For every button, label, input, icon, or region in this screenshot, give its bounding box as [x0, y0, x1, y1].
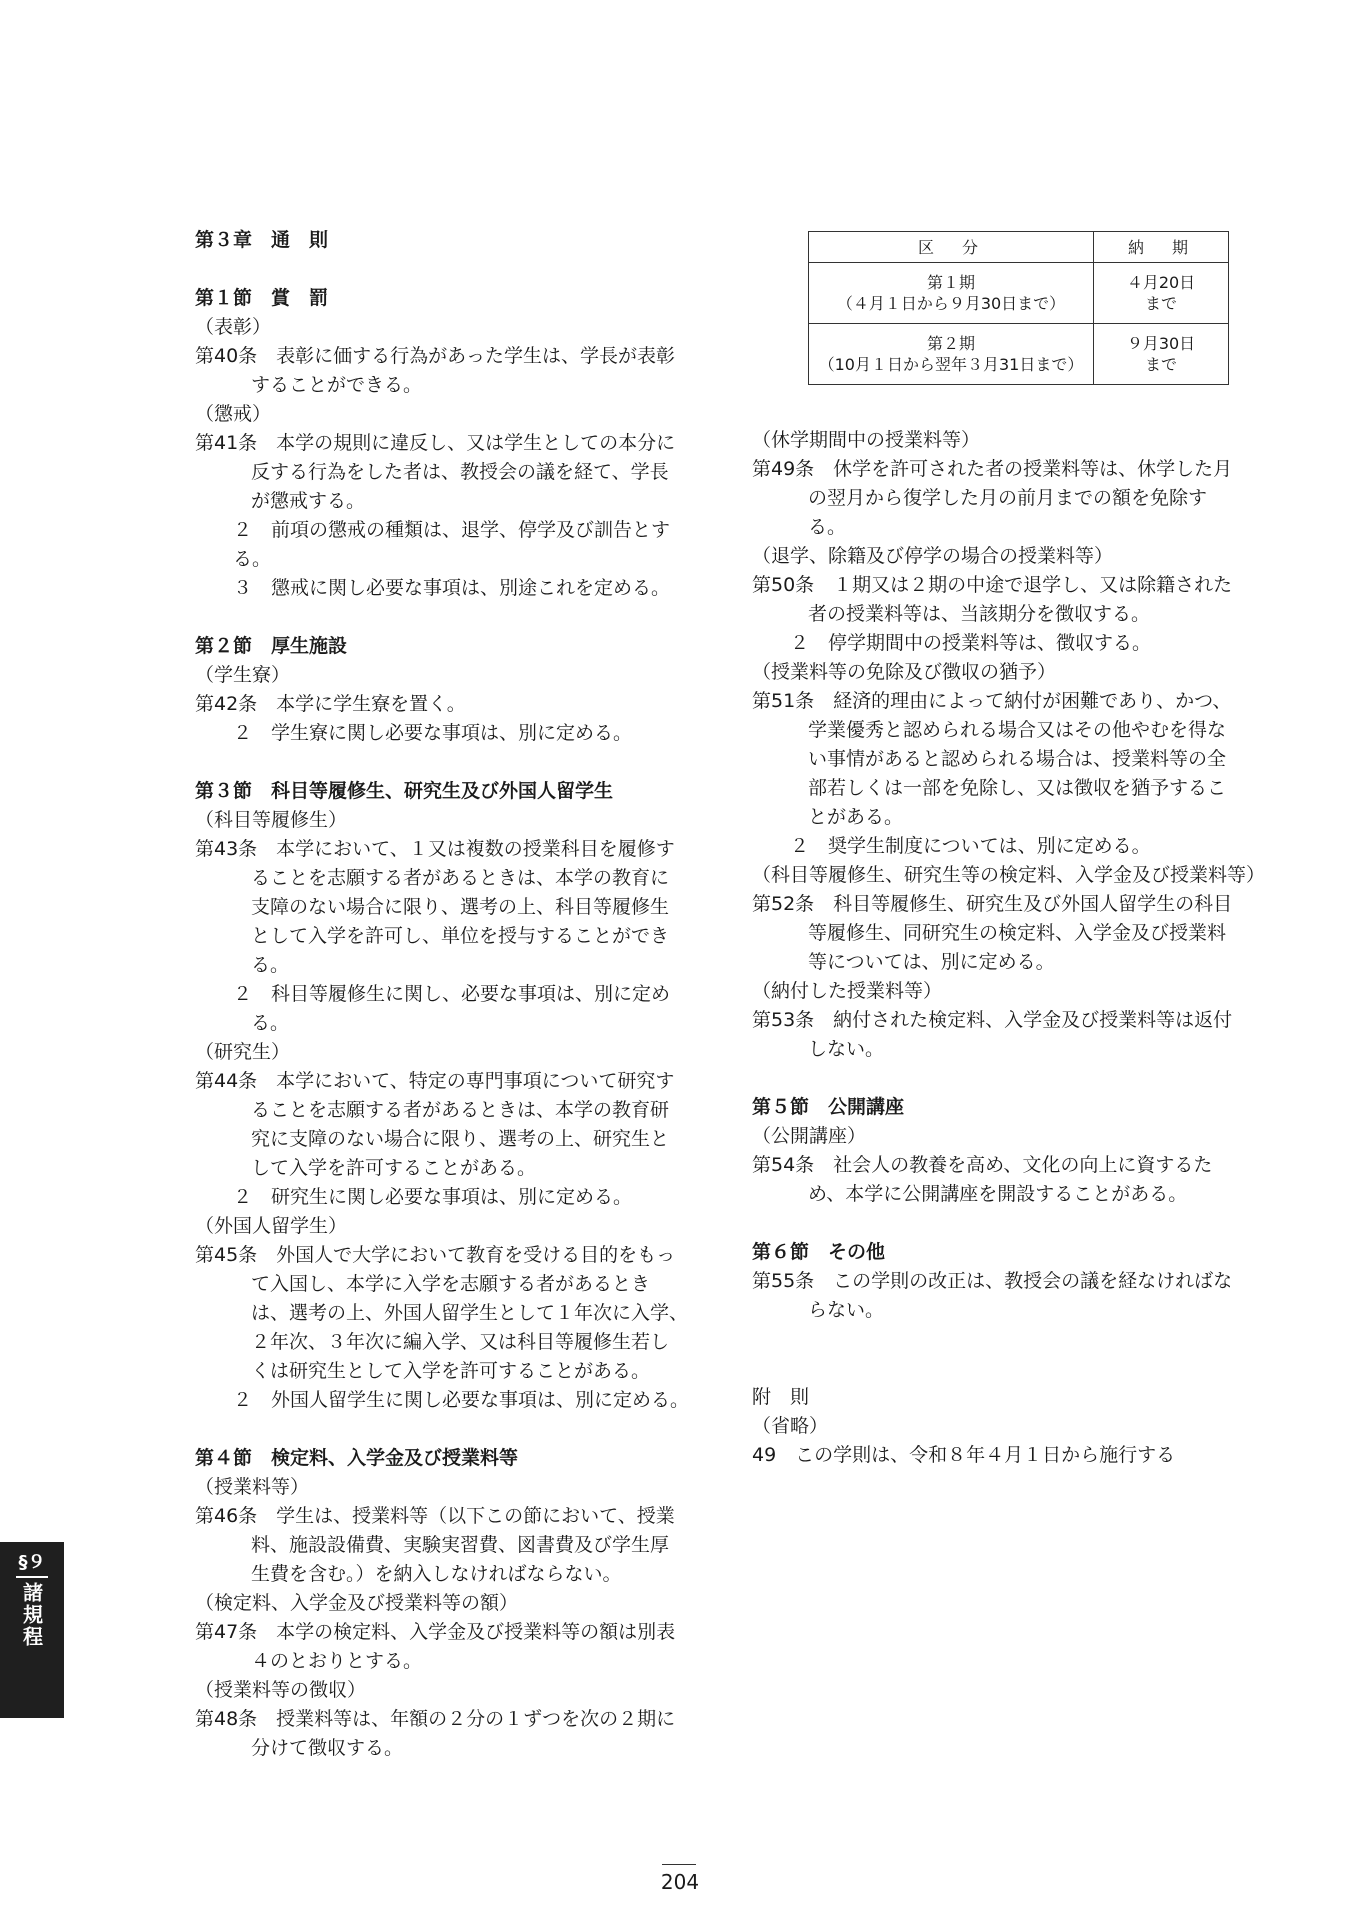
text-line: 等履修生、同研究生の検定料、入学金及び授業料 — [808, 922, 1227, 944]
text-line: が懲戒する。 — [251, 490, 366, 512]
text-line: （納付した授業料等） — [752, 980, 943, 1002]
period-label: 第１期 — [926, 273, 975, 292]
text-line: 第55条 この学則の改正は、教授会の議を経なければな — [752, 1270, 1233, 1292]
spacer — [195, 603, 685, 632]
section-heading: 第６節 その他 — [752, 1241, 886, 1263]
tab-divider — [16, 1576, 48, 1578]
text-line: とがある。 — [808, 806, 904, 828]
text-line: 49 この学則は、令和８年４月１日から施行する — [752, 1444, 1176, 1466]
text-line: ２ 科目等履修生に関し、必要な事項は、別に定め — [233, 983, 671, 1005]
text-line: 第40条 表彰に価する行為があった学生は、学長が表彰 — [195, 345, 675, 367]
text-line: 第52条 科目等履修生、研究生及び外国人留学生の科目 — [752, 893, 1233, 915]
text-line: らない。 — [808, 1299, 885, 1321]
table-header-row — [809, 232, 1229, 263]
text-line: て入国し、本学に入学を志願する者があるとき — [251, 1273, 651, 1295]
due-note: まで — [1144, 294, 1177, 313]
text-line: 第49条 休学を許可された者の授業料等は、休学した月 — [752, 458, 1233, 480]
text-line: 第54条 社会人の教養を高め、文化の向上に資するた — [752, 1154, 1213, 1176]
text-line: 第44条 本学において、特定の専門事項について研究す — [195, 1070, 675, 1092]
text-line: しない。 — [808, 1038, 885, 1060]
text-line: （公開講座） — [752, 1125, 867, 1147]
right-column — [752, 426, 1266, 1470]
period-range: （10月１日から翌年３月31日まで） — [818, 355, 1084, 374]
table-row — [809, 263, 1229, 324]
text-line: る。 — [808, 516, 847, 538]
text-line: ４のとおりとする。 — [251, 1650, 423, 1672]
table-row — [809, 324, 1229, 385]
spacer — [752, 1354, 1242, 1383]
text-line: （検定料、入学金及び授業料等の額） — [195, 1592, 519, 1614]
header-category: 区 分 — [809, 232, 1094, 263]
text-line: る。 — [251, 954, 290, 976]
period-cell — [809, 324, 1094, 385]
section-number: §９ — [18, 1552, 46, 1573]
text-line: くは研究生として入学を許可することがある。 — [251, 1360, 651, 1382]
text-line: 第43条 本学において、１又は複数の授業科目を履修す — [195, 838, 675, 860]
text-line: （省略） — [752, 1415, 829, 1437]
period-range: （４月１日から９月30日まで） — [836, 294, 1066, 313]
header-due-date: 納 期 — [1094, 232, 1229, 263]
text-line: 第47条 本学の検定料、入学金及び授業料等の額は別表 — [195, 1621, 676, 1643]
due-cell — [1094, 263, 1229, 324]
text-line: 反する行為をした者は、教授会の議を経て、学長 — [251, 461, 669, 483]
text-line: 支障のない場合に限り、選考の上、科目等履修生 — [251, 896, 670, 918]
section-heading: 第５節 公開講座 — [752, 1096, 905, 1118]
text-line: ２ 外国人留学生に関し必要な事項は、別に定める。 — [233, 1389, 690, 1411]
text-line: 第51条 経済的理由によって納付が困難であり、かつ、 — [752, 690, 1232, 712]
text-line: ることを志願する者があるときは、本学の教育に — [251, 867, 670, 889]
due-date: ９月30日 — [1126, 334, 1196, 353]
text-line: （科目等履修生） — [195, 809, 348, 831]
text-line: め、本学に公開講座を開設することがある。 — [808, 1183, 1188, 1205]
text-line: 等については、別に定める。 — [808, 951, 1055, 973]
text-line: 第45条 外国人で大学において教育を受ける目的をもっ — [195, 1244, 676, 1266]
section-category: 諸規程 — [19, 1581, 44, 1648]
text-line: 第41条 本学の規則に違反し、又は学生としての本分に — [195, 432, 676, 454]
spacer — [195, 1415, 685, 1444]
text-line: の翌月から復学した月の前月までの額を免除す — [808, 487, 1208, 509]
section-side-tab — [0, 1542, 64, 1718]
left-column — [195, 226, 690, 1763]
text-line: （退学、除籍及び停学の場合の授業料等） — [752, 545, 1114, 567]
text-line: （授業料等の免除及び徴収の猶予） — [752, 661, 1057, 683]
text-line: 学業優秀と認められる場合又はその他やむを得な — [808, 719, 1227, 741]
text-line: して入学を許可することがある。 — [251, 1157, 537, 1179]
text-line: ２ 奨学生制度については、別に定める。 — [790, 835, 1151, 857]
text-line: （外国人留学生） — [195, 1215, 348, 1237]
spacer — [195, 255, 685, 284]
footer-divider — [662, 1864, 696, 1865]
due-note: まで — [1144, 355, 1177, 374]
text-line: （授業料等の徴収） — [195, 1679, 367, 1701]
text-line: る。 — [251, 1012, 290, 1034]
spacer — [752, 1209, 1242, 1238]
spacer — [195, 748, 685, 777]
section-heading: 第１節 賞 罰 — [195, 287, 329, 309]
text-line: することができる。 — [251, 374, 423, 396]
spacer — [752, 1064, 1242, 1093]
text-line: （研究生） — [195, 1041, 291, 1063]
due-cell — [1094, 324, 1229, 385]
text-line: 者の授業料等は、当該期分を徴収する。 — [808, 603, 1151, 625]
text-line: （授業料等） — [195, 1476, 310, 1498]
section-heading: 第２節 厚生施設 — [195, 635, 348, 657]
text-line: 第50条 １期又は２期の中途で退学し、又は除籍された — [752, 574, 1233, 596]
period-label: 第２期 — [926, 334, 975, 353]
text-line: ることを志願する者があるときは、本学の教育研 — [251, 1099, 670, 1121]
page-number: 204 — [660, 1870, 700, 1894]
text-line: ２ 研究生に関し必要な事項は、別に定める。 — [233, 1186, 633, 1208]
text-line: 第48条 授業料等は、年額の２分の１ずつを次の２期に — [195, 1708, 676, 1730]
text-line: は、選考の上、外国人留学生として１年次に入学、 — [251, 1302, 689, 1324]
text-line: （学生寮） — [195, 664, 291, 686]
fee-schedule-table — [808, 231, 1229, 385]
text-line: 部若しくは一部を免除し、又は徴収を猶予するこ — [808, 777, 1227, 799]
text-line: （懲戒） — [195, 403, 272, 425]
spacer — [752, 1325, 1242, 1354]
text-line: 生費を含む。）を納入しなければならない。 — [251, 1563, 622, 1585]
text-line: ２ 停学期間中の授業料等は、徴収する。 — [790, 632, 1152, 654]
text-line: （科目等履修生、研究生等の検定料、入学金及び授業料等） — [752, 864, 1266, 886]
text-line: ３ 懲戒に関し必要な事項は、別途これを定める。 — [233, 577, 671, 599]
text-line: ２年次、３年次に編入学、又は科目等履修生若し — [251, 1331, 670, 1353]
text-line: い事情があると認められる場合は、授業料等の全 — [808, 748, 1227, 770]
text-line: （表彰） — [195, 316, 272, 338]
text-line: ２ 前項の懲戒の種類は、退学、停学及び訓告とす — [233, 519, 671, 541]
section-heading: 第３章 通 則 — [195, 229, 329, 251]
text-line: 附 則 — [752, 1386, 810, 1408]
text-line: 料、施設設備費、実験実習費、図書費及び学生厚 — [251, 1534, 670, 1556]
text-line: （休学期間中の授業料等） — [752, 429, 981, 451]
period-cell — [809, 263, 1094, 324]
text-line: ２ 学生寮に関し必要な事項は、別に定める。 — [233, 722, 633, 744]
text-line: として入学を許可し、単位を授与することができ — [251, 925, 670, 947]
text-line: 第42条 本学に学生寮を置く。 — [195, 693, 466, 715]
due-date: ４月20日 — [1126, 273, 1196, 292]
text-line: 第46条 学生は、授業料等（以下この節において、授業 — [195, 1505, 675, 1527]
text-line: 究に支障のない場合に限り、選考の上、研究生と — [251, 1128, 670, 1150]
text-line: 分けて徴収する。 — [251, 1737, 404, 1759]
text-line: 第53条 納付された検定料、入学金及び授業料等は返付 — [752, 1009, 1233, 1031]
section-heading: 第３節 科目等履修生、研究生及び外国人留学生 — [195, 780, 614, 802]
text-line: る。 — [233, 548, 272, 570]
section-heading: 第４節 検定料、入学金及び授業料等 — [195, 1447, 519, 1469]
